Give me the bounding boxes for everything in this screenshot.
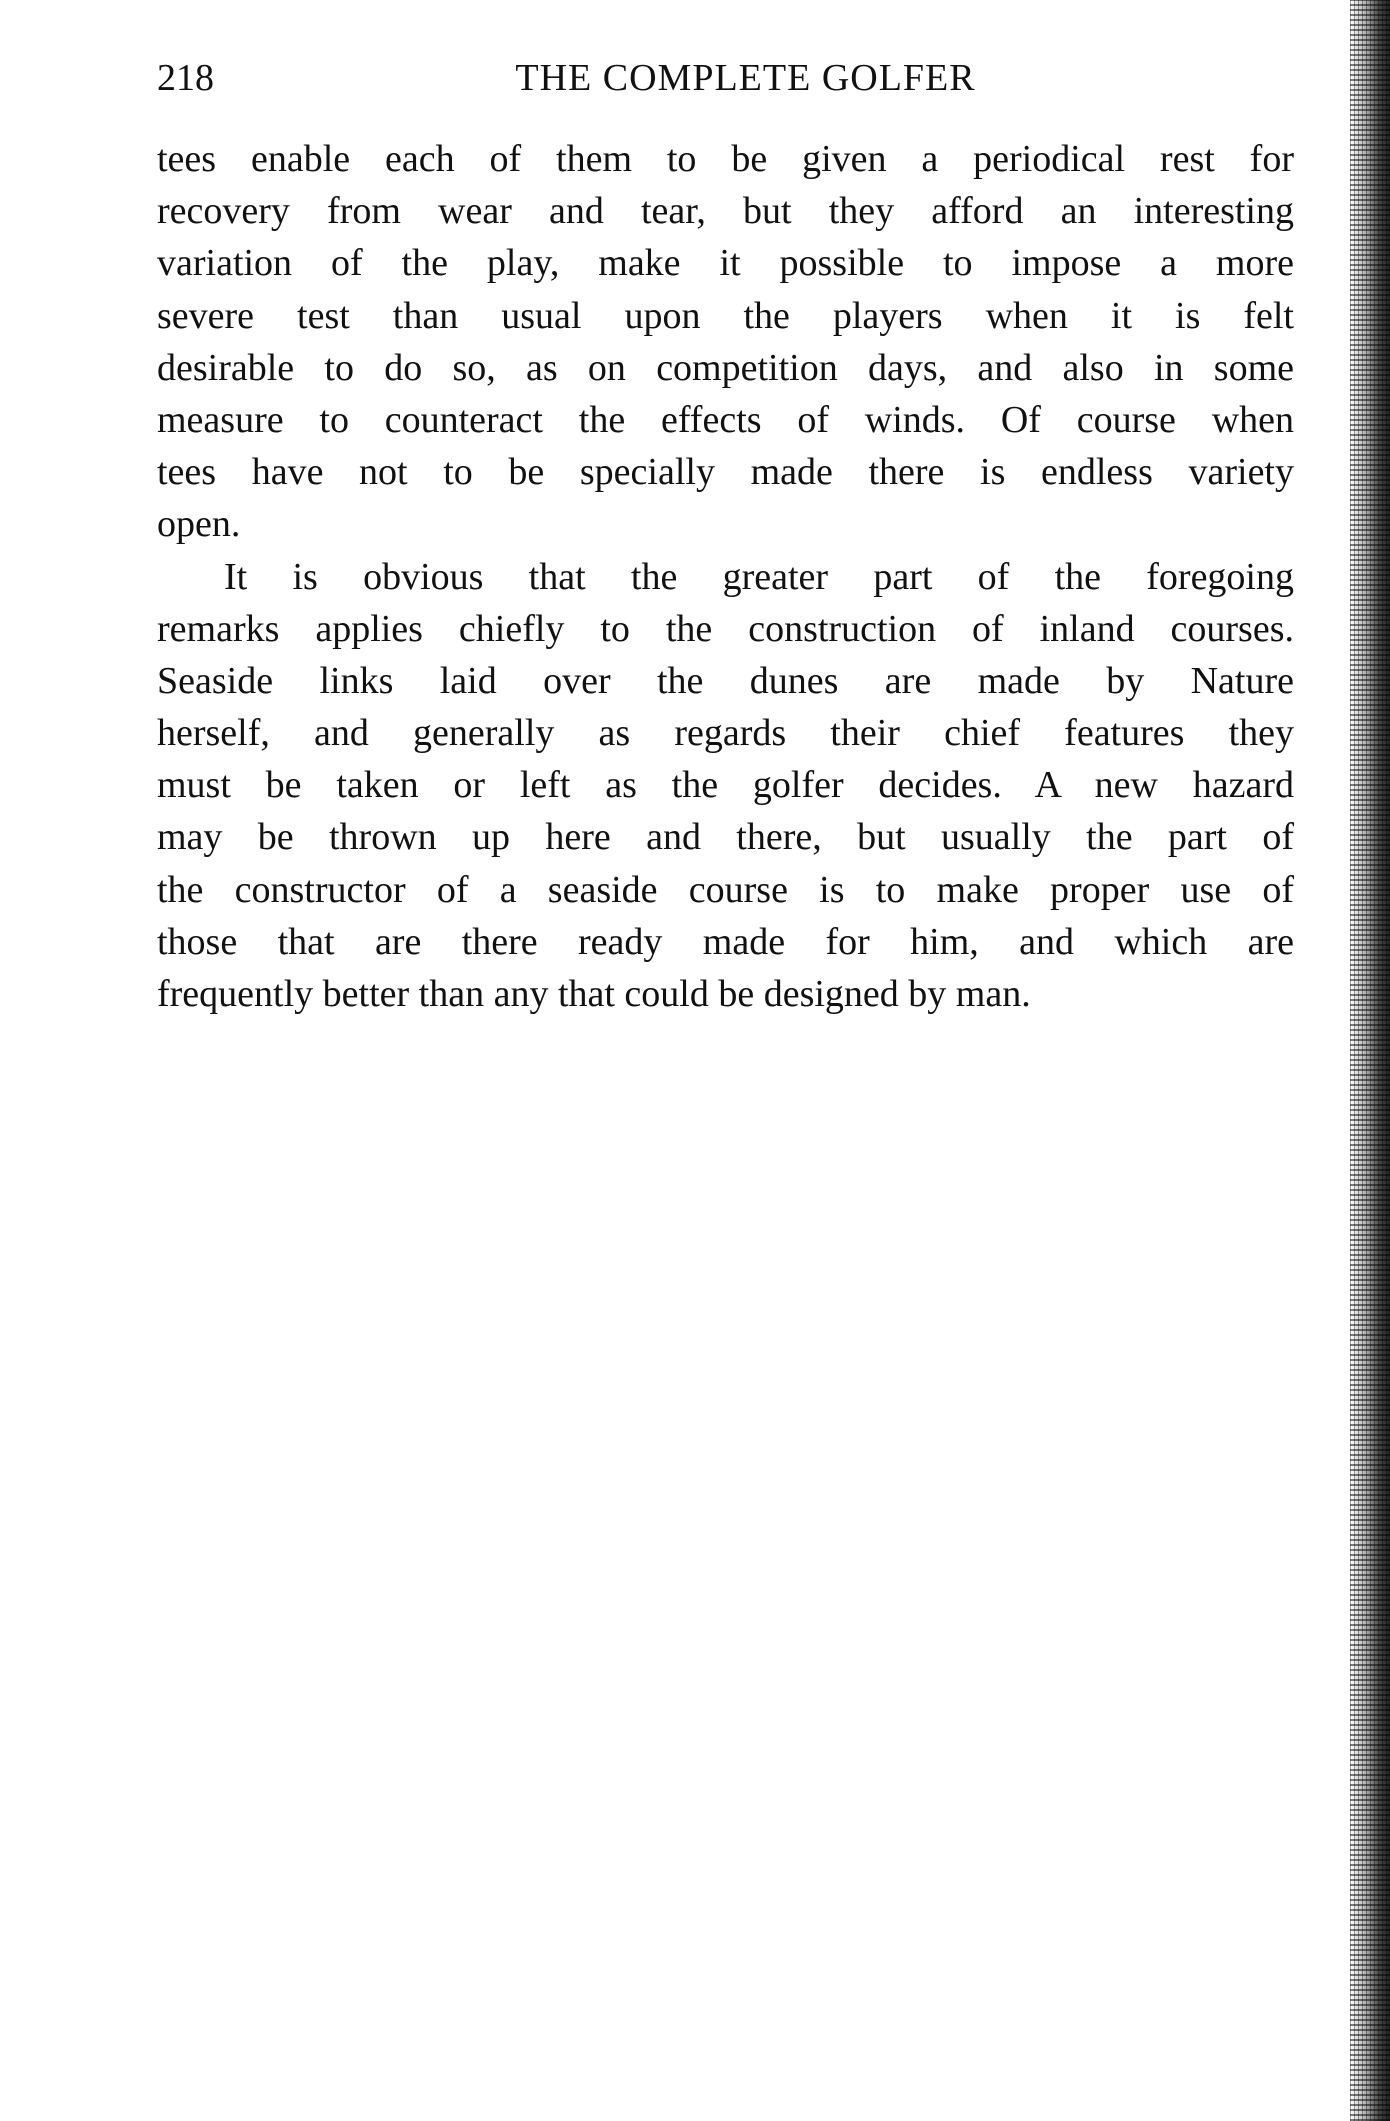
text-line: severe test than usual upon the players when it is felt bbox=[157, 294, 1294, 337]
text-line: the constructor of a seaside course is to make proper use of bbox=[157, 868, 1294, 911]
text-line: remarks applies chiefly to the construction of inland courses. bbox=[157, 607, 1294, 650]
text-line: frequently better than any that could be designed by man. bbox=[157, 973, 1031, 1015]
body-text bbox=[157, 133, 1294, 1020]
text-line: tees enable each of them to be given a periodical rest for bbox=[157, 138, 1294, 180]
paragraph bbox=[157, 133, 1294, 551]
page-number: 218 bbox=[157, 57, 214, 99]
scanned-page-edge bbox=[1350, 0, 1390, 2121]
text-line: herself, and generally as regards their chief features they bbox=[157, 712, 1294, 755]
text-line: measure to counteract the effects of winds. Of course when bbox=[157, 398, 1294, 441]
text-line: may be thrown up here and there, but usually the part of bbox=[157, 816, 1294, 859]
text-line: recovery from wear and tear, but they afford an interesting bbox=[157, 190, 1294, 233]
text-line: must be taken or left as the golfer decides. A new hazard bbox=[157, 764, 1294, 807]
text-line: Seaside links laid over the dunes are made by Nature bbox=[157, 659, 1294, 702]
running-title: THE COMPLETE GOLFER bbox=[515, 57, 976, 99]
page-header bbox=[157, 56, 1294, 108]
text-line: desirable to do so, as on competition days, and also in some bbox=[157, 346, 1294, 389]
paragraph bbox=[157, 551, 1294, 1021]
text-line: tees have not to be specially made there is endless variety bbox=[157, 451, 1294, 494]
text-line: open. bbox=[157, 503, 241, 546]
text-line: It is obvious that the greater part of the foregoing bbox=[224, 555, 1294, 598]
text-line: variation of the play, make it possible to impose a more bbox=[157, 242, 1294, 285]
text-line: those that are there ready made for him, and which are bbox=[157, 920, 1294, 963]
